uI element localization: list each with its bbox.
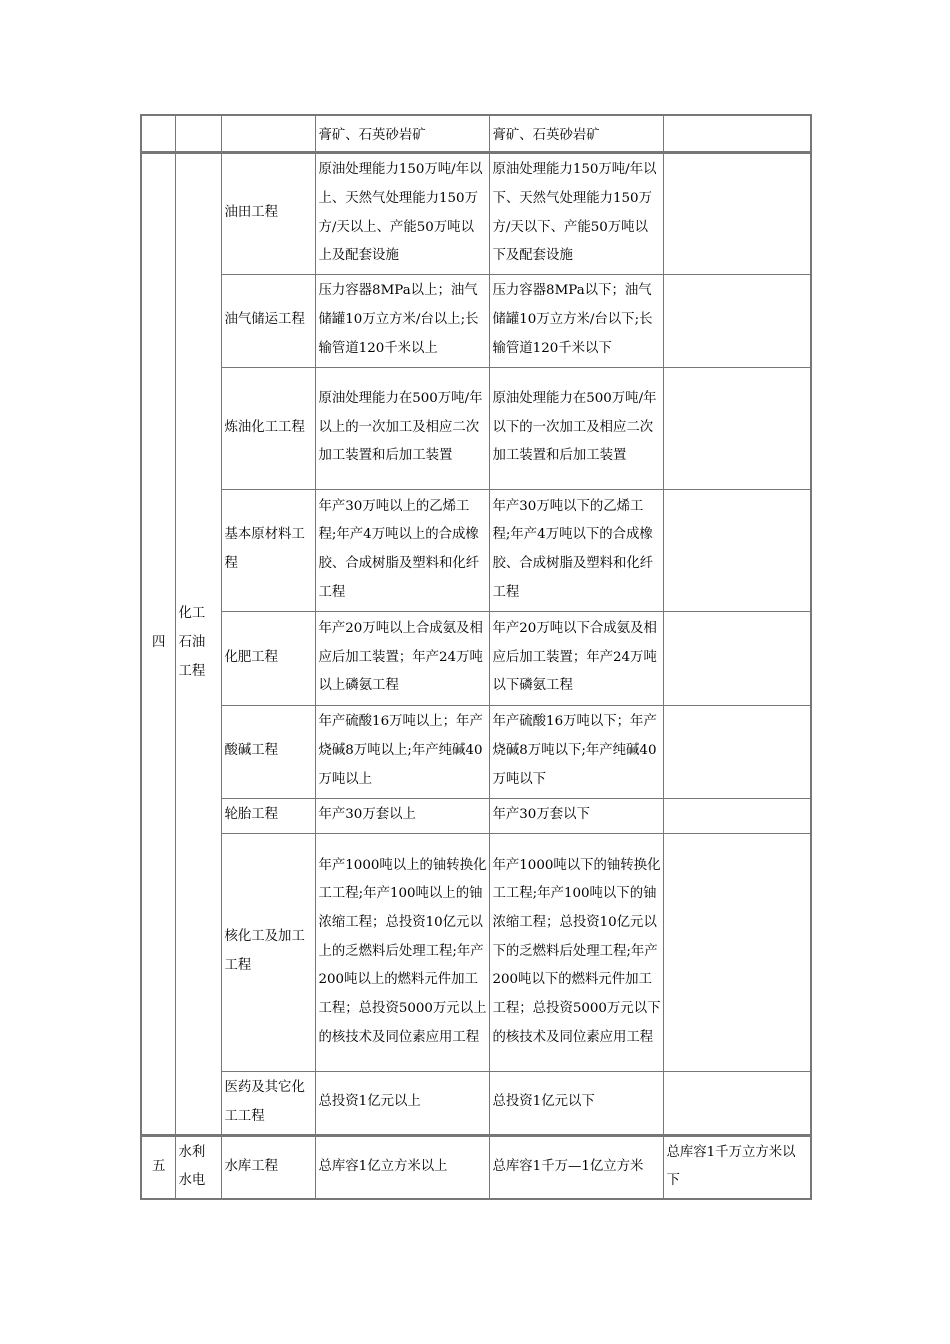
table-row [141,798,811,833]
medium-scale-criteria: 年产20万吨以下合成氨及相应后加工装置；年产24万吨以下磷氨工程 [489,611,663,705]
small-scale-criteria [663,152,811,274]
table-cell [663,115,811,152]
large-scale-criteria: 原油处理能力150万吨/年以上、天然气处理能力150万方/天以上、产能50万吨以上及配套设施 [315,152,489,274]
medium-scale-criteria: 总投资1亿元以下 [489,1071,663,1135]
project-name: 油气储运工程 [221,274,315,367]
medium-scale-criteria: 年产1000吨以下的铀转换化工工程;年产100吨以下的铀浓缩工程；总投资10亿元以下的乏燃料后处理工程;年产200吨以下的燃料元件加工工程；总投资5000万元以下的核技术及同位素应用工程 [489,833,663,1071]
section-number: 五 [141,1135,175,1199]
table-row [141,833,811,1071]
section-number: 四 [141,152,175,1135]
table-cell [175,115,221,152]
project-name: 核化工及加工工程 [221,833,315,1071]
small-scale-criteria [663,705,811,798]
project-name: 基本原材料工程 [221,489,315,611]
medium-scale-criteria: 压力容器8MPa以下；油气储罐10万立方米/台以下;长输管道120千米以下 [489,274,663,367]
section-category: 水利水电 [175,1135,221,1199]
large-scale-criteria: 原油处理能力在500万吨/年以上的一次加工及相应二次加工装置和后加工装置 [315,367,489,489]
large-scale-criteria: 年产20万吨以上合成氨及相应后加工装置；年产24万吨以上磷氨工程 [315,611,489,705]
project-scale-table [140,114,812,1200]
section-category: 化工石油工程 [175,152,221,1135]
table-cell: 膏矿、石英砂岩矿 [489,115,663,152]
table-row [141,115,811,152]
large-scale-criteria: 年产硫酸16万吨以上；年产烧碱8万吨以上;年产纯碱40万吨以上 [315,705,489,798]
table-row [141,1071,811,1135]
medium-scale-criteria: 原油处理能力150万吨/年以下、天然气处理能力150万方/天以下、产能50万吨以下及配套设施 [489,152,663,274]
medium-scale-criteria: 年产30万吨以下的乙烯工程;年产4万吨以下的合成橡胶、合成树脂及塑料和化纤工程 [489,489,663,611]
project-name: 油田工程 [221,152,315,274]
table-row [141,611,811,705]
small-scale-criteria [663,611,811,705]
small-scale-criteria [663,798,811,833]
medium-scale-criteria: 总库容1千万—1亿立方米 [489,1135,663,1199]
project-name: 水库工程 [221,1135,315,1199]
table-row [141,274,811,367]
large-scale-criteria: 年产1000吨以上的铀转换化工工程;年产100吨以上的铀浓缩工程；总投资10亿元以上的乏燃料后处理工程;年产200吨以上的燃料元件加工工程；总投资5000万元以上的核技术及同位素应用工程 [315,833,489,1071]
table-row [141,1135,811,1199]
table-row [141,152,811,274]
project-name: 化肥工程 [221,611,315,705]
project-name: 酸碱工程 [221,705,315,798]
large-scale-criteria: 年产30万吨以上的乙烯工程;年产4万吨以上的合成橡胶、合成树脂及塑料和化纤工程 [315,489,489,611]
small-scale-criteria [663,367,811,489]
project-name: 轮胎工程 [221,798,315,833]
table-row [141,489,811,611]
small-scale-criteria [663,1071,811,1135]
small-scale-criteria [663,833,811,1071]
project-name: 炼油化工工程 [221,367,315,489]
table-cell [141,115,175,152]
large-scale-criteria: 总投资1亿元以上 [315,1071,489,1135]
large-scale-criteria: 年产30万套以上 [315,798,489,833]
medium-scale-criteria: 年产硫酸16万吨以下；年产烧碱8万吨以下;年产纯碱40万吨以下 [489,705,663,798]
medium-scale-criteria: 年产30万套以下 [489,798,663,833]
small-scale-criteria [663,489,811,611]
large-scale-criteria: 压力容器8MPa以上；油气储罐10万立方米/台以上;长输管道120千米以上 [315,274,489,367]
medium-scale-criteria: 原油处理能力在500万吨/年以下的一次加工及相应二次加工装置和后加工装置 [489,367,663,489]
small-scale-criteria: 总库容1千万立方米以下 [663,1135,811,1199]
project-name: 医药及其它化工工程 [221,1071,315,1135]
table-cell [221,115,315,152]
table-row [141,705,811,798]
table-cell: 膏矿、石英砂岩矿 [315,115,489,152]
small-scale-criteria [663,274,811,367]
table-row [141,367,811,489]
large-scale-criteria: 总库容1亿立方米以上 [315,1135,489,1199]
